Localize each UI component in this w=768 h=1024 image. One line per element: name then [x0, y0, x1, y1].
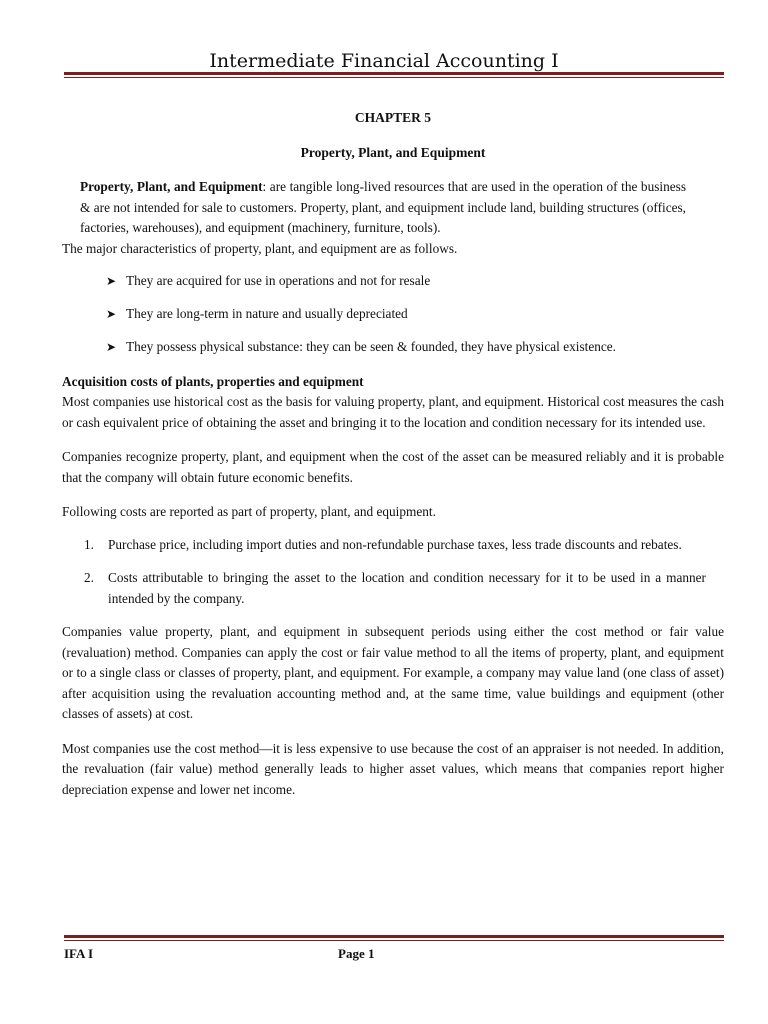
page-content — [62, 108, 724, 800]
list-item: ➤ They are acquired for use in operations and not for resale — [62, 271, 724, 292]
paragraph-costs-intro: Following costs are reported as part of property, plant, and equipment. — [62, 504, 436, 519]
chapter-heading: CHAPTER 5 — [354, 110, 432, 125]
arrowhead-bullet-icon: ➤ — [106, 307, 117, 321]
list-item: ➤ They are long-term in nature and usually depreciated — [62, 304, 724, 325]
paragraph-historical-cost: Most companies use historical cost as the basis for valuing property, plant, and equipment. Historical cost measures the cash or cash equivalent price of obtaining the asset and bringing it to the location and condition necessary for its intended use. — [62, 394, 724, 430]
definition-term: Property, Plant, and Equipment — [80, 179, 263, 194]
list-item: ➤ They possess physical substance: they can be seen & founded, they have physical existence. — [62, 337, 724, 358]
list-item: 2. Costs attributable to bringing the asset to the location and condition necessary for it to be used in a manner intended by the company. — [84, 570, 706, 606]
page-number: Page 1 — [338, 946, 375, 961]
arrowhead-bullet-icon: ➤ — [106, 274, 117, 288]
footer-divider — [64, 935, 724, 941]
list-item: 1. Purchase price, including import duties and non-refundable purchase taxes, less trade discounts and rebates. — [84, 536, 682, 552]
intro-text: The major characteristics of property, plant, and equipment are as follows. — [62, 240, 458, 256]
page-header-title: Intermediate Financial Accounting I — [209, 50, 559, 72]
costs-list — [62, 535, 724, 610]
section-heading: Acquisition costs of plants, properties and equipment — [62, 373, 364, 389]
definition-paragraph — [80, 177, 686, 239]
header-divider — [64, 72, 724, 78]
footer-course-code: IFA I — [64, 946, 94, 961]
paragraph-cost-method: Most companies use the cost method—it is less expensive to use because the cost of an appraiser is not needed. In addition, the revaluation (fair value) method generally leads to higher asset values, which means that companies report higher depreciation expense and lower net income. — [62, 740, 724, 797]
chapter-subtitle: Property, Plant, and Equipment — [300, 144, 486, 160]
paragraph-valuation-methods: Companies value property, plant, and equipment in subsequent periods using either the cost method or fair value (revaluation) method. Companies can apply the cost or fair value method to all the items of property, plant, and equipment or to a single class or classes of property, plant, and equipment. For example, a company may value land (one class of asset) after acquisition using the revaluation accounting method and, at the same time, value buildings and equipment (other classes of assets) at cost. — [62, 624, 724, 721]
characteristics-list — [62, 271, 724, 358]
definition-text: : are tangible long-lived resources that are used in the operation of the business & are not intended for sale to customers. Property, plant, and equipment include land, building structures (offices, factories, warehouses), and equipment (machinery, furniture, tools). — [80, 179, 686, 235]
paragraph-recognition: Companies recognize property, plant, and equipment when the cost of the asset can be measured reliably and it is probable that the company will obtain future economic benefits. — [62, 449, 724, 485]
arrowhead-bullet-icon: ➤ — [106, 340, 117, 354]
